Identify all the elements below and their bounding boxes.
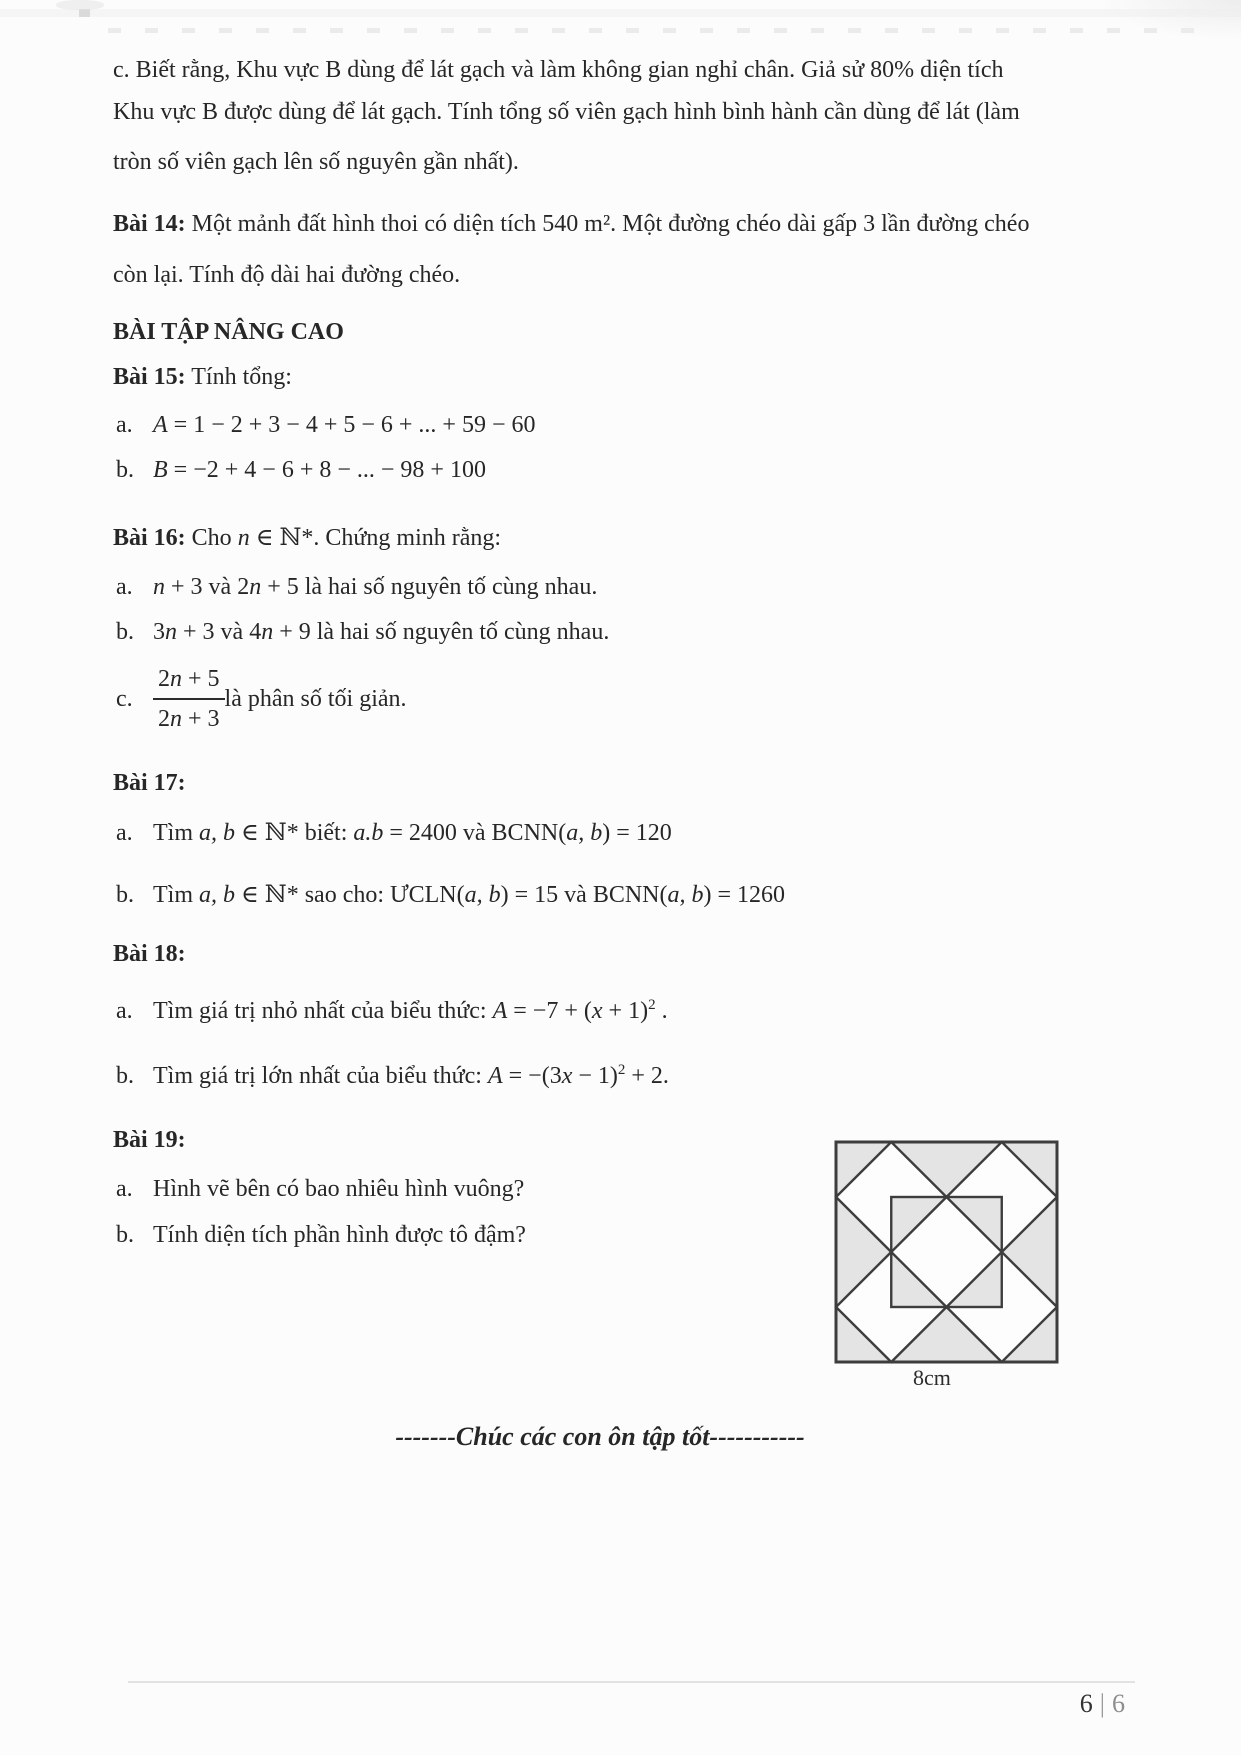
item-text: Tìm giá trị nhỏ nhất của biểu thức: $A = -7 + (x + 1)^2$ . [153, 997, 668, 1024]
scan-artifact-band [0, 9, 1241, 17]
item-text: B = −2 + 4 − 6 + 8 − ... − 98 + 100 [153, 457, 486, 483]
footer-divider [128, 1681, 1135, 1683]
item-label: a. [116, 1176, 133, 1202]
exercise-19-item-b [116, 1218, 526, 1252]
item-text: 3n + 3 và 4n + 9 là hai số nguyên tố cùng nhau. [153, 619, 610, 645]
exercise-17-item-a [116, 816, 672, 850]
item-label: a. [116, 412, 133, 438]
exercise-17-heading: Bài 17: [113, 770, 186, 796]
intro-paragraph-line-1: c. Biết rằng, Khu vực B dùng để lát gạch và làm không gian nghỉ chân. Giả sử 80% diện tích [113, 57, 1004, 83]
closing-message: -------Chúc các con ôn tập tốt----------- [395, 1422, 805, 1451]
page-number-current: 6 [1079, 1689, 1093, 1718]
item-label: b. [116, 1063, 134, 1089]
exercise-14-line-2: còn lại. Tính độ dài hai đường chéo. [113, 262, 461, 288]
item-text: Tìm a, b ∈ ℕ* biết: a.b = 2400 và BCNN(a, b) = 120 [153, 820, 672, 846]
item-label: b. [116, 457, 134, 483]
exercise-18-heading: Bài 18: [113, 941, 186, 967]
figure-dimension-label: 8cm [913, 1365, 951, 1390]
geometry-figure [830, 1136, 1066, 1409]
scan-artifact-smudge-right [1101, 0, 1241, 40]
exercise-19-item-a [116, 1172, 524, 1206]
intro-paragraph-line-3: tròn số viên gạch lên số nguyên gần nhất). [113, 149, 519, 175]
exercise-15-item-b [116, 453, 486, 487]
fraction-denominator: 2n + 3 [158, 706, 220, 732]
item-text: Tìm a, b ∈ ℕ* sao cho: ƯCLN(a, b) = 15 và BCNN(a, b) = 1260 [153, 882, 786, 908]
page-number-separator: | [1099, 1689, 1105, 1718]
fraction-numerator: 2n + 5 [153, 661, 225, 700]
exercise-17-item-b [116, 878, 785, 912]
section-heading-advanced: BÀI TẬP NÂNG CAO [113, 319, 344, 345]
exercise-16-item-b [116, 615, 609, 649]
exercise-18-item-a [116, 988, 668, 1028]
item-label: b. [116, 619, 134, 645]
item-label: c. [116, 685, 133, 712]
item-label: a. [116, 574, 133, 600]
item-text: là phân số tối giản. [224, 685, 407, 712]
item-label: b. [116, 882, 134, 908]
scan-artifact-tick [79, 9, 90, 17]
fraction [153, 661, 225, 737]
scan-artifact-smudge-left [56, 0, 104, 10]
item-label: a. [116, 998, 133, 1024]
exercise-19-heading: Bài 19: [113, 1127, 186, 1153]
item-text: n + 3 và 2n + 5 là hai số nguyên tố cùng nhau. [153, 574, 598, 600]
item-text: Tìm giá trị lớn nhất của biểu thức: $A = -(3x - 1)^2 + 2$. [153, 1062, 669, 1089]
item-text: Hình vẽ bên có bao nhiêu hình vuông? [153, 1176, 525, 1202]
exercise-16-item-a [116, 570, 597, 604]
scan-artifact-dashes [108, 28, 1194, 33]
item-text: A = 1 − 2 + 3 − 4 + 5 − 6 + ... + 59 − 60 [153, 412, 536, 438]
exercise-16-item-c [116, 661, 407, 737]
exercise-14-line-1: Bài 14: Một mảnh đất hình thoi có diện tích 540 m². Một đường chéo dài gấp 3 lần đường chéo [113, 211, 1030, 237]
item-label: a. [116, 820, 133, 846]
exercise-16-heading: Bài 16: Cho n ∈ ℕ*. Chứng minh rằng: [113, 525, 502, 551]
page-number-total: 6 [1112, 1689, 1125, 1718]
item-text: Tính diện tích phần hình được tô đậm? [153, 1222, 526, 1248]
page-number [1080, 1689, 1125, 1719]
intro-paragraph-line-2: Khu vực B được dùng để lát gạch. Tính tổng số viên gạch hình bình hành cần dùng để lát (làm [113, 99, 1020, 125]
exercise-18-item-b [116, 1053, 669, 1093]
exercise-15-heading: Bài 15: Tính tổng: [113, 364, 292, 390]
exercise-15-item-a [116, 408, 536, 442]
item-label: b. [116, 1222, 134, 1248]
